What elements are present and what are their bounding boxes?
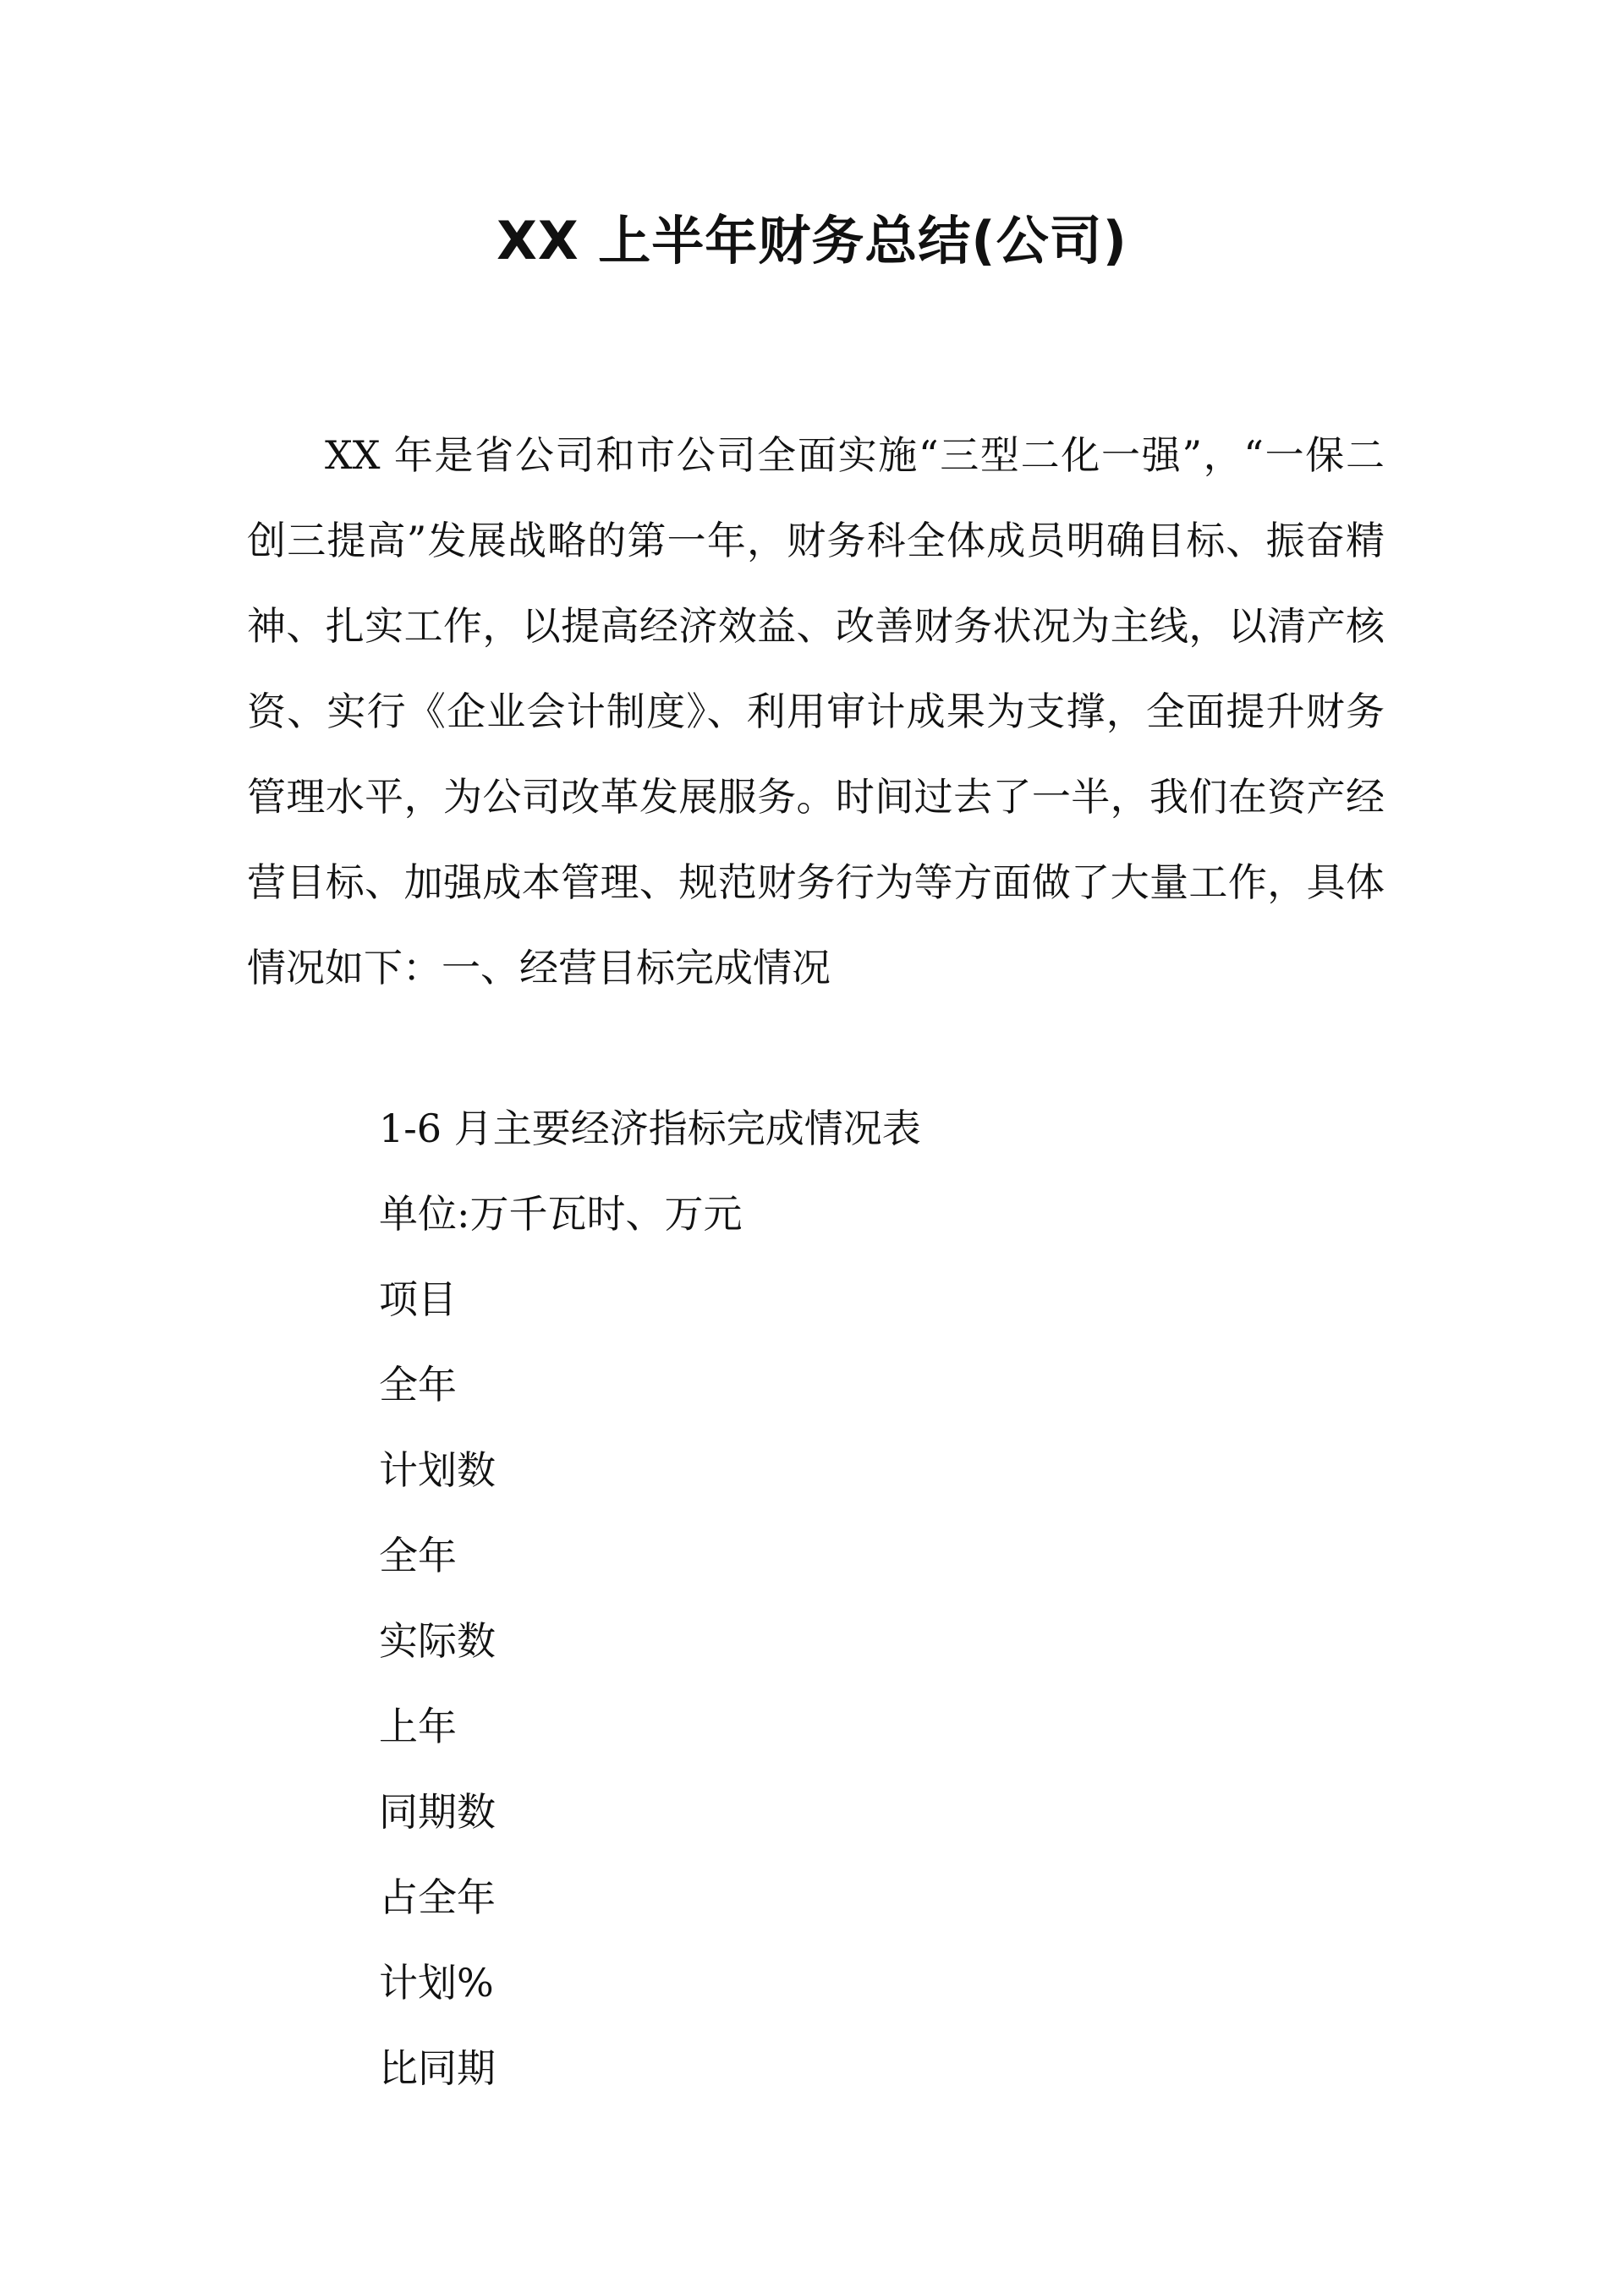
text-line: 实际数 [379, 1618, 496, 1664]
text-line: 同期数 [379, 1789, 496, 1835]
document-title: XX 上半年财务总结(公司) [497, 210, 1127, 272]
intro-paragraph: XX 年是省公司和市公司全面实施“三型二化一强”，“一保二创三提高”发展战略的第一年，财务科全体成员明确目标、振奋精神、扎实工作，以提高经济效益、改善财务状况为主线，以清产核资、实行《企业会计制度》、利用审计成果为支撑，全面提升财务管理水平，为公司改革发展服务。时间过去了一半，我们在资产经营目标、加强成本管理、规范财务行为等方面做了大量工作，具体情况如下：一、经营目标完成情况 [247, 432, 1385, 991]
text-line: 项目 [379, 1276, 457, 1322]
text-line: 全年 [379, 1362, 457, 1408]
text-line: 计划数 [379, 1447, 496, 1493]
text-line: 计划% [379, 1960, 494, 2006]
text-line: 上年 [379, 1704, 457, 1749]
text-line: 比同期 [379, 2045, 496, 2091]
text-line: 占全年 [379, 1874, 496, 1920]
text-line: 全年 [379, 1533, 457, 1578]
table-caption: 1-6 月主要经济指标完成情况表 [379, 1106, 921, 1151]
table-text-lines [379, 1086, 1309, 2111]
unit-line: 单位:万千瓦时、万元 [379, 1191, 743, 1237]
